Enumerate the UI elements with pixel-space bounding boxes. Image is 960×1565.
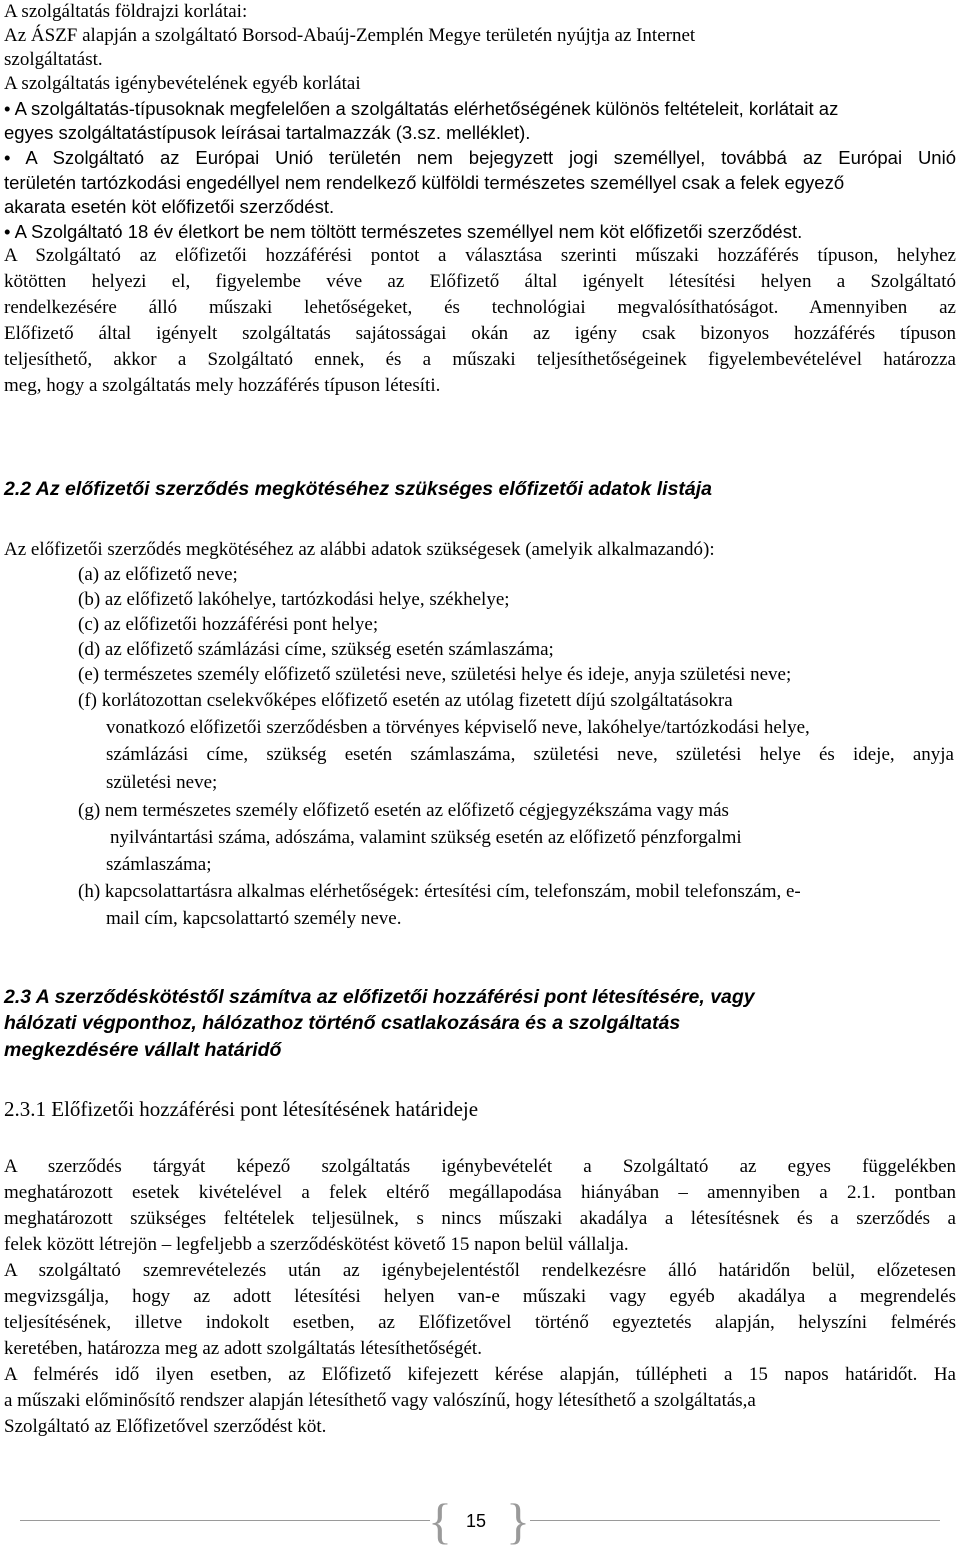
- list-item-h: (h) kapcsolattartásra alkalmas elérhetőségek: értesítési cím, telefonszám, mobil telefonszám, e-: [78, 881, 801, 902]
- paragraph-line: teljesíthető, akkor a Szolgáltató ennek, és a műszaki teljesíthetőségeinek figyelembevételével határozza: [4, 349, 956, 370]
- list-item-f-cont: számlázási címe, szükség esetén számlaszáma, születési neve, születési helye és ideje, anyja: [106, 744, 954, 765]
- page-number: 15: [466, 1511, 487, 1531]
- paragraph-line: meghatározott esetek kivételével a felek eltérő megállapodása hiányában – amennyiben a 2.1. pontban: [4, 1182, 956, 1203]
- list-item-g: (g) nem természetes személy előfizető esetén az előfizető cégjegyzékszáma vagy más: [78, 800, 729, 821]
- paragraph-line: teljesítésének, illetve indokolt esetben, az Előfizetővel történő egyeztetés alapján, helyszíni felmérés: [4, 1312, 956, 1333]
- paragraph-line: Az előfizetői szerződés megkötéséhez az alábbi adatok szükségesek (amelyik alkalmazandó):: [4, 539, 715, 560]
- paragraph-line: rendelkezésére álló műszaki lehetőségeket, és technológiai megvalósíthatóságot. Amennyiben az: [4, 297, 956, 318]
- paragraph-line: megvizsgálja, hogy az adott létesítési helyen van-e műszaki vagy egyéb akadálya a megrendelés: [4, 1286, 956, 1307]
- paragraph-line: meg, hogy a szolgáltatás mely hozzáférés típuson létesíti.: [4, 375, 441, 396]
- list-item-c: (c) az előfizetői hozzáférési pont helye;: [78, 614, 379, 635]
- list-item-d: (d) az előfizető számlázási címe, szükség esetén számlaszáma;: [78, 639, 554, 660]
- paragraph-line: meghatározott szükséges feltételek teljesülnek, s nincs műszaki akadálya a létesítésnek és a szerződés a: [4, 1208, 956, 1229]
- paragraph-line: A szerződés tárgyát képező szolgáltatás igénybevételét a Szolgáltató az egyes függelékben: [4, 1156, 956, 1177]
- bullet-line: akarata esetén köt előfizetői szerződést.: [4, 196, 335, 217]
- list-item-f: (f) korlátozottan cselekvőképes előfizető esetén az utólag fizetett díjú szolgáltatásokra: [78, 690, 733, 711]
- paragraph-line: keretében, határozza meg az adott szolgáltatás létesíthetőségét.: [4, 1338, 482, 1359]
- paragraph-line: A Szolgáltató az előfizetői hozzáférési pontot a választása szerinti műszaki hozzáférés típuson, helyhez: [4, 245, 956, 266]
- bullet-line: • A Szolgáltató az Európai Unió területén nem bejegyzett jogi személlyel, továbbá az Európai Unió: [4, 147, 956, 168]
- section-heading-2-2: 2.2 Az előfizetői szerződés megkötéséhez szükséges előfizetői adatok listája: [4, 478, 713, 500]
- bullet-line: • A Szolgáltató 18 év életkort be nem töltött természetes személlyel nem köt előfizetői szerződést.: [4, 221, 803, 242]
- list-item-a: (a) az előfizető neve;: [78, 564, 238, 585]
- geo-limits-label: A szolgáltatás földrajzi korlátai:: [4, 1, 248, 22]
- bullet-line: egyes szolgáltatástípusok leírásai tartalmazzák (3.sz. melléklet).: [4, 122, 531, 143]
- paragraph-line: Szolgáltató az Előfizetővel szerződést köt.: [4, 1416, 327, 1437]
- list-item-f-cont: vonatkozó előfizetői szerződésben a törvényes képviselő neve, lakóhelye/tartózkodási helye,: [106, 717, 810, 738]
- list-item-e: (e) természetes személy előfizető születési neve, születési helye és ideje, anyja születési neve;: [78, 664, 792, 685]
- bullet-line: területén tartózkodási engedéllyel nem rendelkező külföldi természetes személlyel csak a felek egyező: [4, 172, 845, 193]
- paragraph-line: kötötten helyezi el, figyelembe véve az Előfizető által igényelt létesítési helyen a Szolgáltató: [4, 271, 956, 292]
- list-item-g-cont: számlaszáma;: [106, 854, 212, 875]
- subsection-heading-2-3-1: 2.3.1 Előfizetői hozzáférési pont létesítésének határideje: [4, 1097, 479, 1121]
- paragraph-line: Előfizető által igényelt szolgáltatás sajátosságai okán az igény csak bizonyos hozzáférés típuson: [4, 323, 956, 344]
- text-line: Az ÁSZF alapján a szolgáltató Borsod-Abaúj-Zemplén Megye területén nyújtja az Internet: [4, 25, 696, 46]
- list-item-h-cont: mail cím, kapcsolattartó személy neve.: [106, 908, 402, 929]
- list-item-b: (b) az előfizető lakóhelye, tartózkodási helye, székhelye;: [78, 589, 510, 610]
- paragraph-line: a műszaki előminősítő rendszer alapján létesíthető vagy valószínű, hogy létesíthető a szolgáltatás,a: [4, 1390, 756, 1411]
- footer-brace-right: }: [506, 1493, 530, 1549]
- list-item-f-cont: születési neve;: [106, 772, 218, 793]
- footer-rule-right: [530, 1520, 940, 1521]
- footer-rule-left: [20, 1520, 430, 1521]
- paragraph-line: felek között létrejön – legfeljebb a szerződéskötést követő 15 napon belül vállalja.: [4, 1234, 629, 1255]
- text-line: szolgáltatást.: [4, 49, 103, 70]
- section-heading-2-3: 2.3 A szerződéskötéstől számítva az előfizetői hozzáférési pont létesítésére, vagy: [4, 986, 755, 1008]
- paragraph-line: A felmérés idő ilyen esetben, az Előfizető kifejezett kérése alapján, túllépheti a 15 napos határidőt. Ha: [4, 1364, 956, 1385]
- footer-brace-left: {: [428, 1493, 452, 1549]
- section-heading-2-3-cont: megkezdésére vállalt határidő: [4, 1039, 282, 1061]
- bullet-line: • A szolgáltatás-típusoknak megfelelően a szolgáltatás elérhetőségének különös feltételeit, korlátait az: [4, 98, 839, 119]
- other-limits-label: A szolgáltatás igénybevételének egyéb korlátai: [4, 73, 361, 94]
- list-item-g-cont: nyilvántartási száma, adószáma, valamint szükség esetén az előfizető pénzforgalmi: [110, 827, 742, 848]
- section-heading-2-3-cont: hálózati végponthoz, hálózathoz történő csatlakozására és a szolgáltatás: [4, 1012, 681, 1034]
- paragraph-line: A szolgáltató szemrevételezés után az igénybejelentéstől rendelkezésre álló határidőn belül, előzetesen: [4, 1260, 956, 1281]
